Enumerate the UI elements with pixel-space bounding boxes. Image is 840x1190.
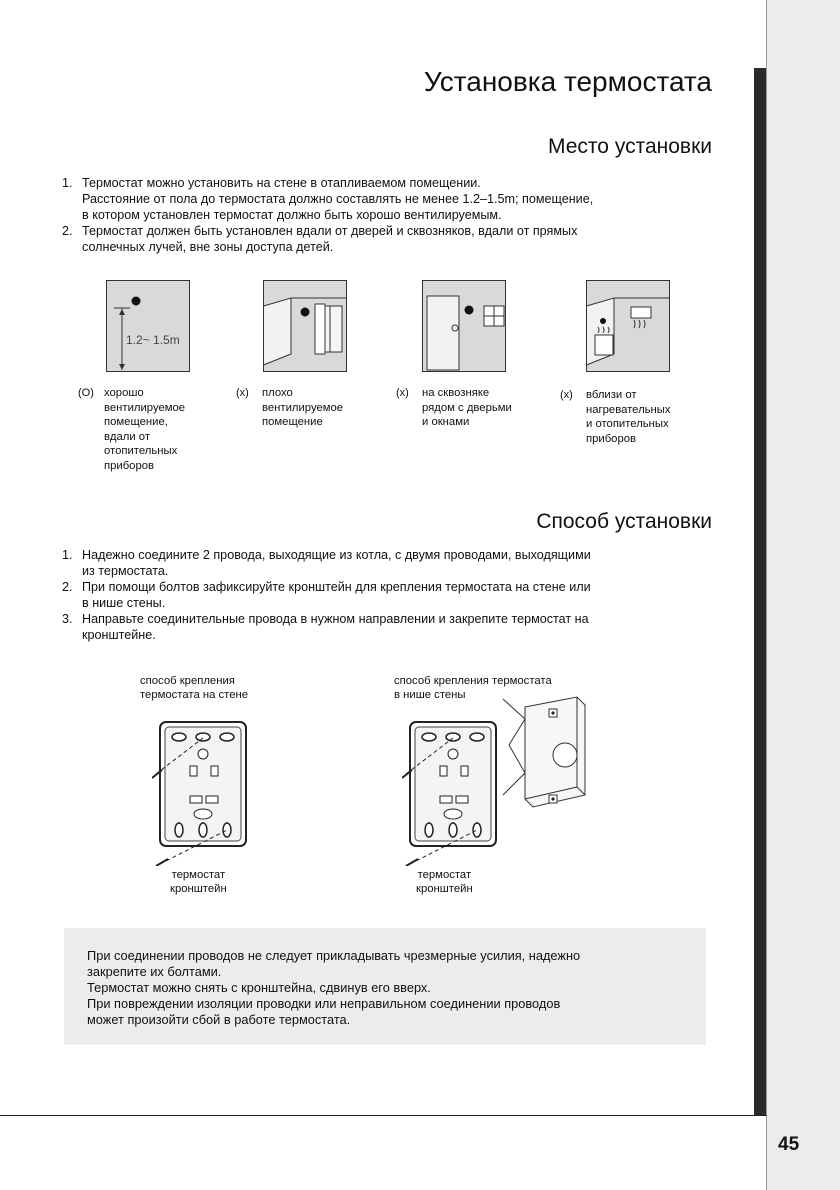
figure-good-wall xyxy=(106,280,190,372)
side-strip xyxy=(767,0,840,1190)
note-box xyxy=(64,928,706,1045)
list-item: 2. Термостат должен быть установлен вдали от дверей и сквозняков, вдали от прямых солнечных лучей, вне зоны доступа детей. xyxy=(62,224,578,254)
bracket-wall-diagram xyxy=(152,718,252,866)
caption-near-heaters: (x) вблизи от нагревательных и отопительных приборов xyxy=(560,389,671,445)
location-list xyxy=(62,175,722,255)
caption-poor-ventilation: (x) плохо вентилируемое помещение xyxy=(236,387,344,428)
page-title: Установка термостата xyxy=(423,66,712,97)
side-divider xyxy=(766,0,767,1190)
section-heading-location: Место установки xyxy=(548,135,712,158)
caption-good: (O) хорошо вентилируемое помещение, вдали от отопительных приборов xyxy=(78,387,186,472)
list-item: 1. Термостат можно установить на стене в отапливаемом помещении. Расстояние от пола до термостата должно составлять не менее 1.2–1.5m; помещение, в котором установлен термостат должно быть хорошо вентилируемым. xyxy=(62,176,594,222)
page-number: 45 xyxy=(778,1134,800,1155)
diagram-niche-label: способ крепления термостата в нише стены xyxy=(394,675,552,701)
figure-poor-ventilation xyxy=(263,280,347,372)
list-item: 3. Направьте соединительные провода в нужном направлении и закрепите термостат на кронштейне. xyxy=(62,612,589,642)
wall-niche-box xyxy=(495,695,590,815)
section-heading-method: Способ установки xyxy=(536,510,712,533)
height-label: 1.2~ 1.5m xyxy=(126,333,180,347)
list-item: 2. При помощи болтов зафиксируйте кронштейн для крепления термостата на стене или в нише стены. xyxy=(62,580,591,610)
caption-draft: (x) на сквозняке рядом с дверьми и окнами xyxy=(396,387,512,428)
figure-near-heaters xyxy=(586,280,670,372)
figure-draft xyxy=(422,280,506,372)
bracket-niche-diagram xyxy=(402,718,502,866)
list-item: 1. Надежно соедините 2 провода, выходящие из котла, с двумя проводами, выходящими из термостата. xyxy=(62,548,591,578)
bottom-rule xyxy=(0,1115,767,1116)
diagram-wall-label: способ крепления термостата на стене xyxy=(140,675,249,701)
note-text: При соединении проводов не следует прикладывать чрезмерные усилия, надежно закрепите их болтами. Термостат можно снять с кронштейна, сдвинув его вверх. При повреждении изоляции проводки или неправильном соединении проводов может произойти сбой в работе термостата. xyxy=(87,948,581,1027)
bottom-label-niche: термостат кронштейн xyxy=(416,869,473,895)
bottom-label-wall: термостат кронштейн xyxy=(170,869,227,895)
method-list xyxy=(62,547,722,643)
